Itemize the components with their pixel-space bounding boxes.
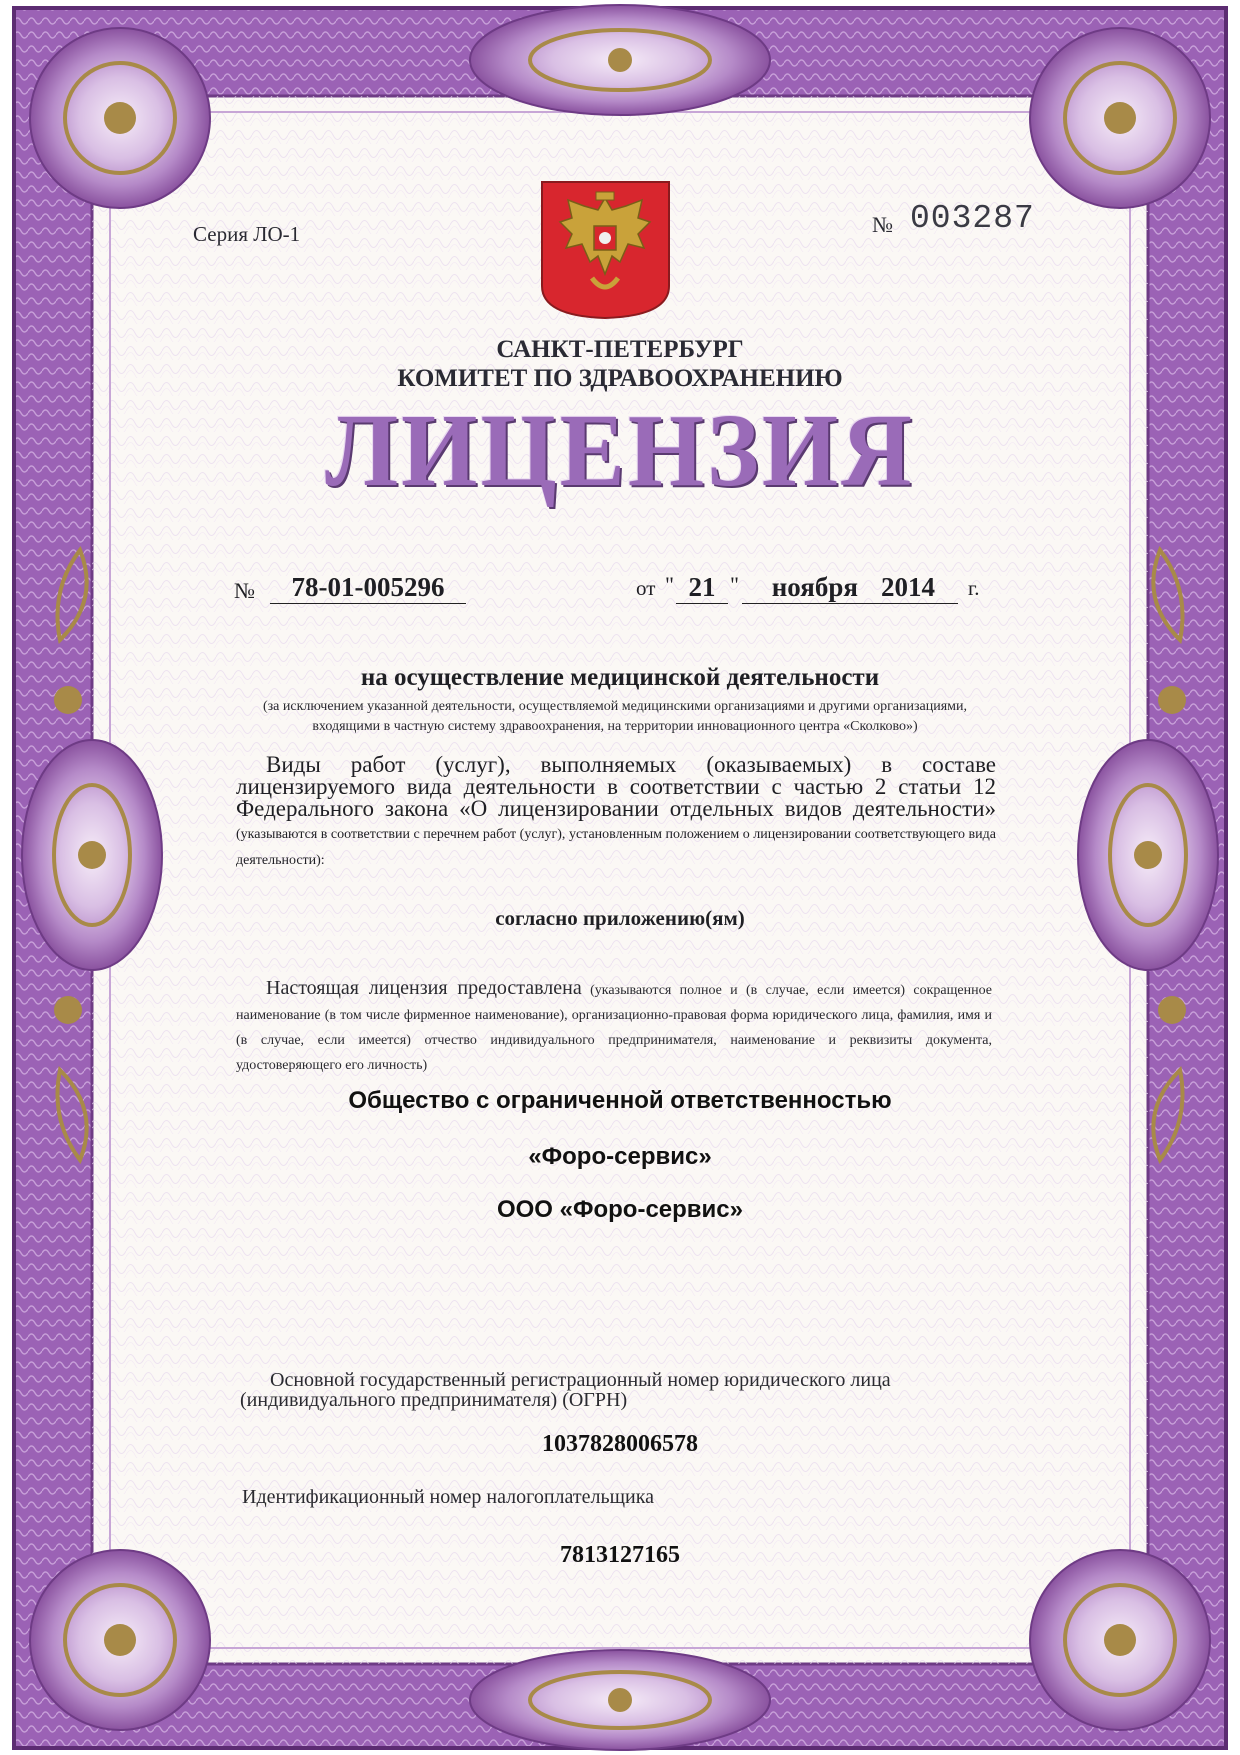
- license-month: ноября: [742, 572, 858, 604]
- date-quote-open: ": [665, 572, 674, 597]
- license-year-suffix: г.: [968, 576, 980, 600]
- license-year: 2014: [858, 572, 958, 604]
- issuing-authority: КОМИТЕТ ПО ЗДРАВООХРАНЕНИЮ: [397, 365, 843, 392]
- organization-legal-form: Общество с ограниченной ответственностью: [348, 1087, 892, 1114]
- license-day: 21: [676, 572, 728, 604]
- document-title: ЛИЦЕНЗИЯ: [325, 393, 915, 509]
- ogrn-label: Основной государственный регистрационный номер юридического лица (индивидуального предпринимателя) (ОГРН): [240, 1369, 891, 1411]
- works-paragraph: [236, 754, 996, 872]
- issuing-city: САНКТ-ПЕТЕРБУРГ: [496, 336, 744, 363]
- activity-exception-note: (за исключением указанной деятельности, осуществляемой медицинскими организациями и другими организациями, входящими в частную систему здравоохранения, на территории инновационного центра «Сколково»): [262, 699, 968, 734]
- works-note: (указываются в соответствии с перечнем работ (услуг), установленным положением о лицензировании соответствующего вида деятельности):: [236, 827, 996, 868]
- license-date-label: от: [636, 576, 656, 600]
- organization-short-name: ООО «Форо-сервис»: [496, 1196, 744, 1223]
- grantee-note: (указываются полное и (в случае, если имеется) сокращенное наименование (в том числе фирменное наименование), организационно-правовая форма юридического лица, фамилия, имя и (в случае, если имеется) отчество индивидуального предпринимателя, наименование и реквизиты документа, удостоверяющего его личность): [236, 983, 992, 1073]
- inn-value: 7813127165: [560, 1542, 680, 1568]
- grantee-lead: Настоящая лицензия предоставлена: [266, 977, 582, 999]
- form-number: 003287: [910, 200, 1035, 237]
- form-number-label: №: [872, 212, 893, 237]
- organization-name: «Форо-сервис»: [528, 1143, 712, 1170]
- coat-of-arms-icon: [538, 178, 673, 321]
- series-label: Серия ЛО-1: [193, 222, 301, 246]
- license-number: 78-01-005296: [270, 572, 466, 604]
- grantee-paragraph: [236, 976, 992, 1078]
- inn-label: Идентификационный номер налогоплательщика: [242, 1486, 655, 1508]
- license-number-label: №: [234, 578, 255, 603]
- date-quote-close: ": [730, 572, 739, 597]
- works-text: Виды работ (услуг), выполняемых (оказываемых) в составе лицензируемого вида деятельности в соответствии с частью 2 статьи 12 Федерального закона «О лицензировании отдельных видов деятельности»: [236, 752, 996, 821]
- per-appendix: согласно приложению(ям): [495, 906, 745, 930]
- ogrn-value: 1037828006578: [542, 1431, 698, 1457]
- activity-title: на осуществление медицинской деятельности: [360, 664, 880, 691]
